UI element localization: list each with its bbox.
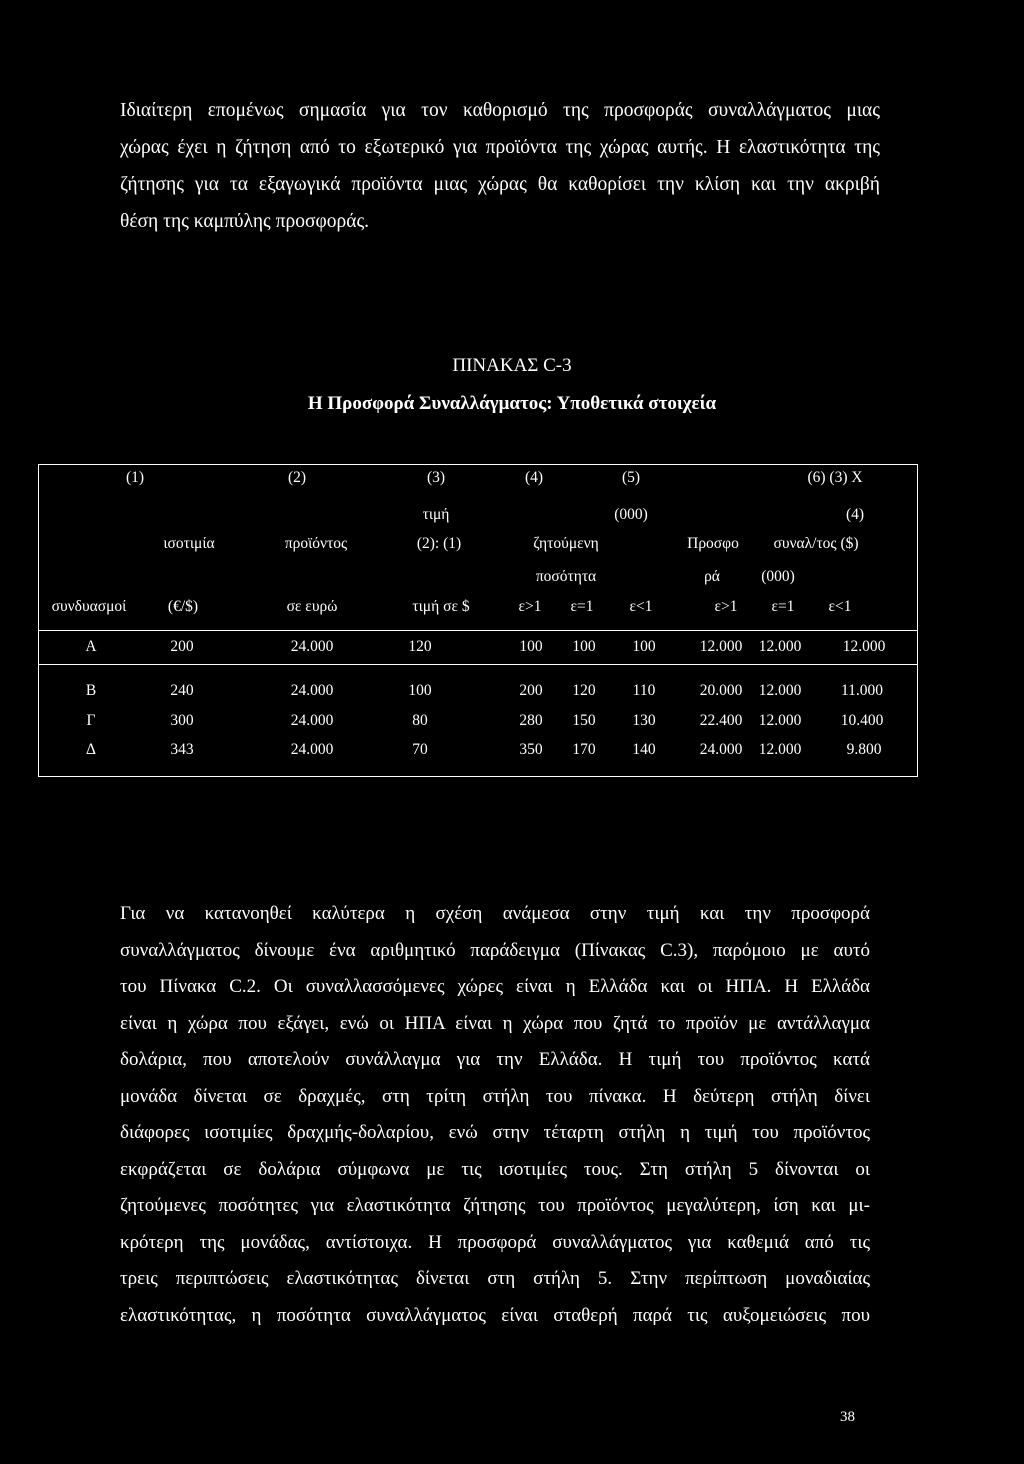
- table-cell: 24.000: [290, 741, 334, 758]
- body-paragraph: [120, 896, 870, 1334]
- header-cell: (6) (3) X: [807, 469, 863, 486]
- table-cell: 150: [572, 712, 596, 729]
- table-cell: 240: [170, 682, 194, 699]
- header-cell: ισοτιμία: [163, 535, 215, 552]
- page-number: 38: [840, 1409, 855, 1425]
- table-cell: 100: [408, 682, 432, 699]
- header-cell: ε>1: [714, 598, 738, 615]
- table-cell: 24.000: [699, 741, 743, 758]
- body-line: διάφορες ισοτιμίες δραχμής-δολαρίου, ενώ στην τέταρτη στήλη η τιμή του προϊόντος: [120, 1122, 870, 1143]
- table-cell: Δ: [86, 741, 96, 758]
- table-cell: 12.000: [842, 638, 886, 655]
- table-cell: Β: [85, 682, 97, 699]
- header-cell: ε<1: [828, 598, 852, 615]
- header-cell: (3): [426, 469, 446, 486]
- header-cell: (2): [287, 469, 307, 486]
- intro-paragraph: [120, 92, 880, 240]
- body-line: Για να κατανοηθεί καλύτερα η σχέση ανάμεσα στην τιμή και την προσφορά: [120, 903, 870, 924]
- table-cell: 120: [572, 682, 596, 699]
- header-cell: ζητούμενη: [533, 535, 599, 552]
- header-cell: Προσφο: [687, 535, 739, 552]
- intro-line: χώρας έχει η ζήτηση από το εξωτερικό για προϊόντα της χώρας αυτής. Η ελαστικότητα της: [120, 137, 880, 158]
- table-divider: [38, 664, 918, 665]
- table-cell: Α: [85, 638, 97, 655]
- body-line: ελαστικότητας, η ποσότητα συναλλάγματος είναι σταθερή παρά τις αυξομειώσεις που: [120, 1304, 870, 1326]
- table-cell: 12.000: [758, 741, 802, 758]
- table-cell: 11.000: [840, 682, 884, 699]
- table-divider: [38, 630, 918, 631]
- table-cell: 24.000: [290, 682, 334, 699]
- table-cell: 343: [170, 741, 194, 758]
- header-cell: ρά: [704, 568, 720, 585]
- intro-line: ζήτησης για τα εξαγωγικά προϊόντα μιας χώρας θα καθορίσει την κλίση και την ακριβή: [120, 174, 880, 195]
- body-line: κρότερη της μονάδας, αντίστοιχα. Η προσφορά συναλλάγματος για καθεμιά από τις: [120, 1231, 870, 1253]
- header-cell: (5): [621, 469, 641, 486]
- table-cell: 100: [572, 638, 596, 655]
- table-cell: 10.400: [840, 712, 884, 729]
- table-cell: 12.000: [758, 712, 802, 729]
- table-cell: 20.000: [699, 682, 743, 699]
- header-cell: προϊόντος: [284, 535, 348, 552]
- body-line: ζητούμενες ποσότητες για ελαστικότητα ζήτησης του προϊόντος μεγαλύτερη, ίση και μι-: [120, 1195, 870, 1216]
- table-cell: 22.400: [699, 712, 743, 729]
- body-line: μονάδα δίνεται σε δραχμές, στη τρίτη στήλη του πίνακα. Η δεύτερη στήλη δίνει: [120, 1085, 870, 1107]
- intro-line: Ιδιαίτερη επομένως σημασία για τον καθορισμό της προσφοράς συναλλάγματος μιας: [120, 100, 880, 121]
- header-cell: συνδυασμοί: [51, 598, 127, 615]
- header-cell: (4): [524, 469, 544, 486]
- header-cell: ε>1: [518, 598, 542, 615]
- table-cell: 100: [519, 638, 543, 655]
- table-cell: 350: [519, 741, 543, 758]
- body-line: δολάρια, που αποτελούν συνάλλαγμα για την Ελλάδα. Η τιμή του προϊόντος κατά: [120, 1049, 870, 1070]
- table-frame: [38, 464, 918, 777]
- table-cell: 300: [170, 712, 194, 729]
- header-cell: (1): [125, 469, 145, 486]
- table-subtitle: Η Προσφορά Συναλλάγματος: Υποθετικά στοιχεία: [307, 393, 717, 414]
- table-cell: 24.000: [290, 638, 334, 655]
- table-cell: 280: [519, 712, 543, 729]
- table-cell: 200: [170, 638, 194, 655]
- table-cell: 70: [412, 741, 428, 758]
- intro-line: θέση της καμπύλης προσφοράς.: [120, 211, 370, 232]
- header-cell: (4): [845, 506, 865, 523]
- table-cell: 200: [519, 682, 543, 699]
- header-cell: ποσότητα: [535, 568, 597, 585]
- table-cell: 140: [632, 741, 656, 758]
- header-cell: συναλ/τος ($): [773, 535, 859, 552]
- table-cell: 130: [632, 712, 656, 729]
- table-cell: 110: [632, 682, 656, 699]
- body-line: είναι η χώρα που εξάγει, ενώ οι ΗΠΑ είναι η χώρα που ζητά το προϊόν με αντάλλαγμα: [120, 1012, 870, 1034]
- header-cell: ε<1: [629, 598, 653, 615]
- body-line: του Πίνακα C.2. Οι συναλλασσόμενες χώρες είναι η Ελλάδα και οι ΗΠΑ. Η Ελλάδα: [120, 976, 870, 997]
- header-cell: (€/$): [167, 598, 199, 615]
- body-line: τρεις περιπτώσεις ελαστικότητας δίνεται στη στήλη 5. Στην περίπτωση μοναδιαίας: [120, 1268, 870, 1289]
- table-caption: ΠΙΝΑΚΑΣ C-3: [452, 355, 572, 376]
- header-cell: σε ευρώ: [286, 598, 338, 615]
- table-cell: 12.000: [758, 638, 802, 655]
- header-cell: ε=1: [570, 598, 594, 615]
- header-cell: (000): [761, 568, 795, 585]
- table-cell: 12.000: [758, 682, 802, 699]
- table-cell: 100: [632, 638, 656, 655]
- table-cell: 9.800: [846, 741, 882, 758]
- header-cell: τιμή σε $: [412, 598, 470, 615]
- body-line: συναλλάγματος δίνουμε ένα αριθμητικό παράδειγμα (Πίνακας C.3), παρόμοιο με αυτό: [120, 939, 870, 961]
- table-cell: 12.000: [699, 638, 743, 655]
- header-cell: (000): [614, 506, 648, 523]
- table-cell: 170: [572, 741, 596, 758]
- header-cell: (2): (1): [416, 535, 462, 552]
- table-cell: Γ: [86, 712, 96, 729]
- table-cell: 120: [408, 638, 432, 655]
- header-cell: τιμή: [422, 506, 450, 523]
- body-line: εκφράζεται σε δολάρια σύμφωνα με τις ισοτιμίες τους. Στη στήλη 5 δίνονται οι: [120, 1158, 870, 1180]
- header-cell: ε=1: [771, 598, 795, 615]
- table-cell: 80: [412, 712, 428, 729]
- table-cell: 24.000: [290, 712, 334, 729]
